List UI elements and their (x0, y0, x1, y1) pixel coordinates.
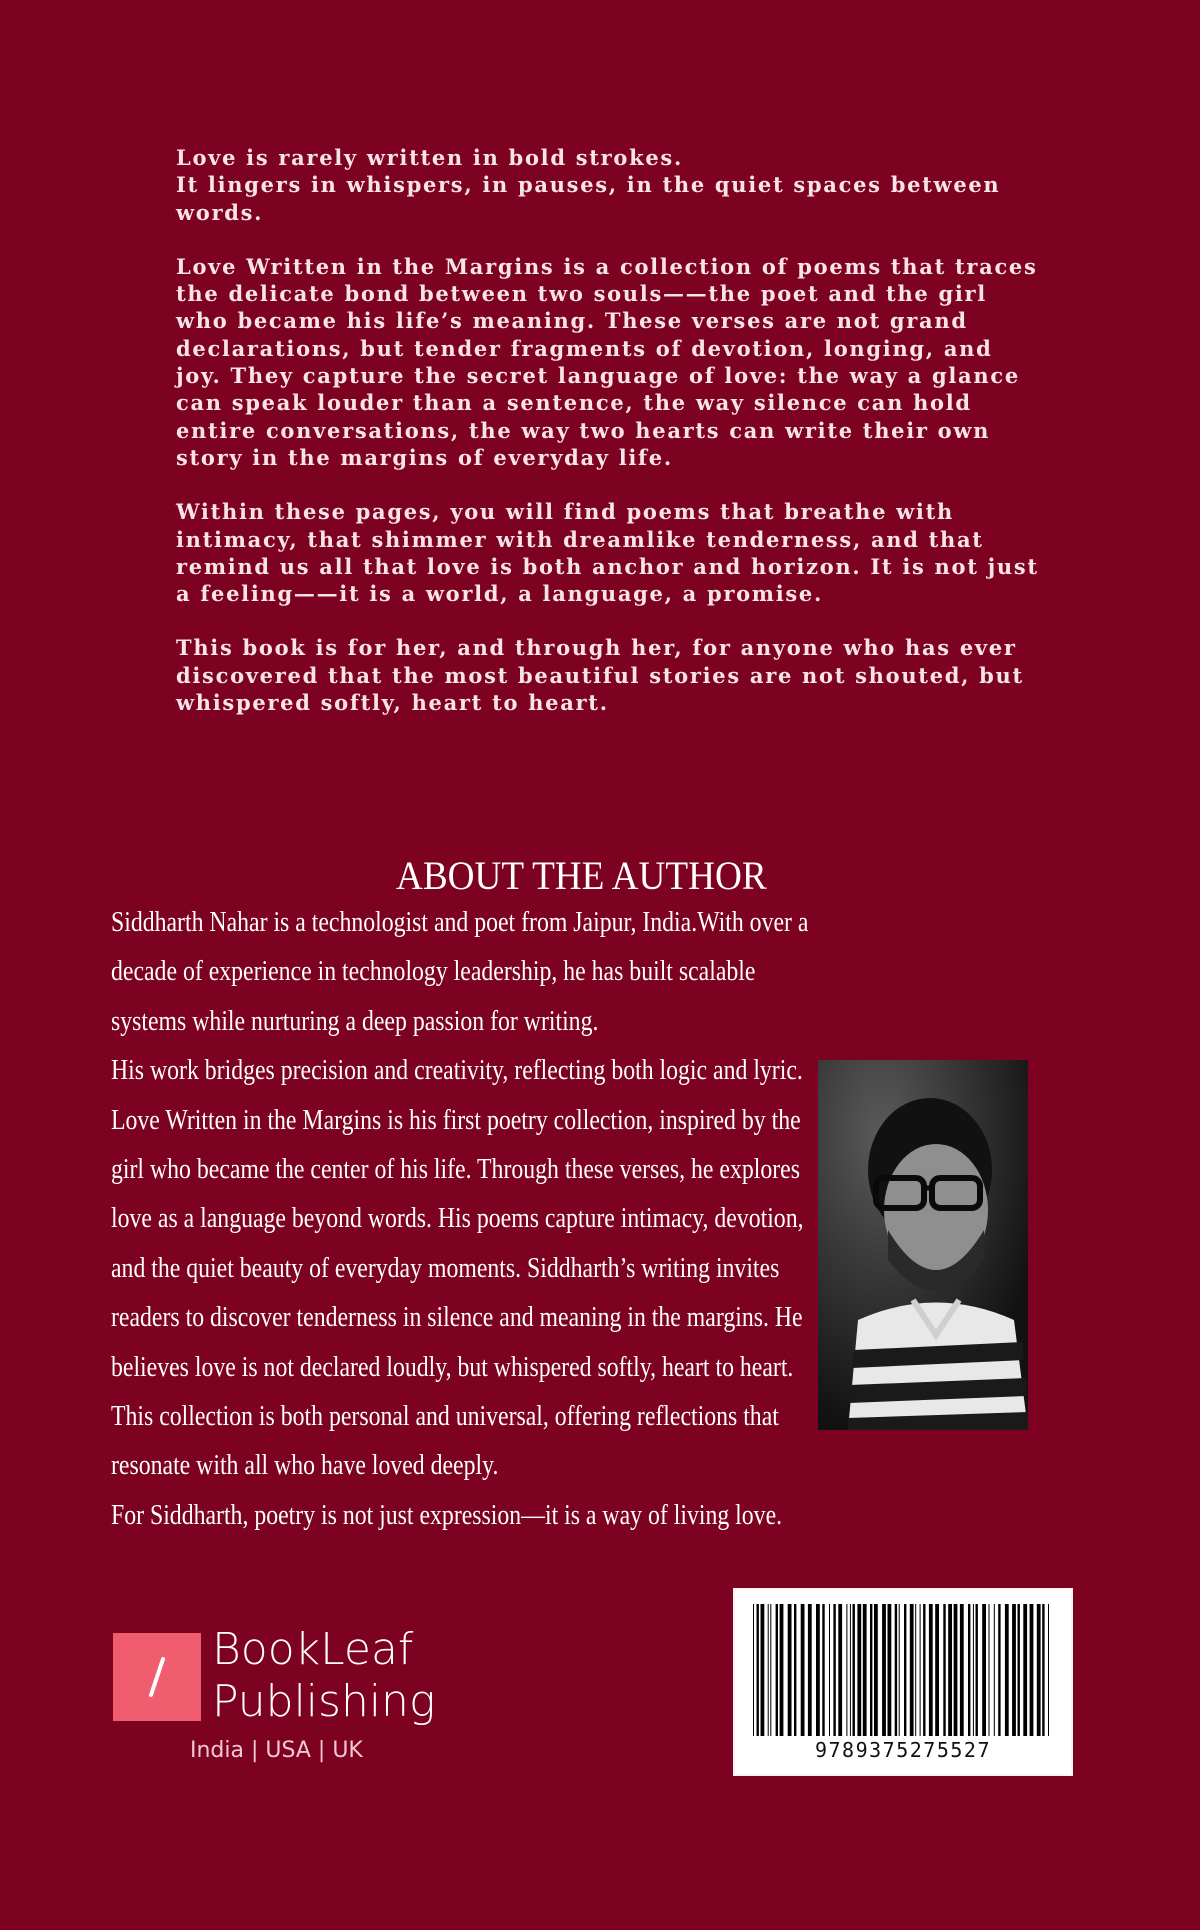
publisher-name (212, 1624, 435, 1728)
back-cover-blurb (176, 144, 1046, 743)
author-photo (818, 1060, 1028, 1430)
barcode-bar (998, 1604, 1000, 1736)
barcode-bar (973, 1604, 974, 1736)
isbn-number: 9789375275527 (814, 1738, 992, 1762)
barcode-bar (1005, 1604, 1009, 1736)
barcode-bar (882, 1604, 886, 1736)
barcode-bar (1042, 1604, 1044, 1736)
barcode-bar (943, 1604, 945, 1736)
blurb-paragraph-2: Love Written in the Margins is a collection of poems that traces the delicate bond between two souls——the poet and the girl who became his life’s meaning. These verses are not grand declarations, but tender fragments of devotion, longing, and joy. They capture the secret language of love: the way a glance can speak louder than a sentence, the way silence can hold entire conversations, the way two hearts can write their own story in the margins of everyday life. (176, 253, 1038, 470)
barcode-bar (853, 1604, 855, 1736)
barcode-bars (751, 1604, 1055, 1736)
barcode-bar (846, 1604, 847, 1736)
barcode-bar (757, 1604, 759, 1736)
barcode-bar (989, 1604, 990, 1736)
barcode-bar (808, 1604, 812, 1736)
barcode-bar (838, 1604, 842, 1736)
isbn-barcode (735, 1590, 1071, 1774)
barcode-bar (857, 1604, 861, 1736)
barcode-bar (923, 1604, 925, 1736)
slash-icon (113, 1633, 201, 1721)
barcode-bar (888, 1604, 892, 1736)
barcode-bar (910, 1604, 914, 1736)
barcode-bar (768, 1604, 769, 1736)
barcode-bar (915, 1604, 916, 1736)
about-paragraph-3: This collection is both personal and universal, offering reflections that resonate with all who have loved deeply. (111, 1400, 779, 1482)
blurb-paragraph-1: Love is rarely written in bold strokes. It lingers in whispers, in pauses, in the quiet spaces between words. (176, 145, 1001, 225)
barcode-bar (780, 1604, 784, 1736)
about-paragraph-1: Siddharth Nahar is a technologist and poet from Jaipur, India.With over a decade of experience in technology leadership, he has built scalable systems while nurturing a deep passion for writing. (111, 906, 809, 1037)
barcode-bar (904, 1604, 906, 1736)
bookleaf-logo-mark (113, 1633, 201, 1721)
barcode-bar (920, 1604, 921, 1736)
barcode-bar (788, 1604, 792, 1736)
about-paragraph-2: His work bridges precision and creativity, reflecting both logic and lyric. Love Written in the Margins is his first poetry collection, inspired by the girl who became the center of his life. Through these verses, he explores love as a language beyond words. His poems capture intimacy, devotion, and the quiet beauty of everyday moments. Siddharth’s writing invites readers to discover tenderness in silence and meaning in the margins. He believes love is not declared loudly, but whispered softly, heart to heart. (111, 1054, 804, 1383)
barcode-bar (822, 1604, 824, 1736)
barcode-bar (968, 1604, 970, 1736)
barcode-bar (1048, 1604, 1049, 1736)
barcode-bar (850, 1604, 851, 1736)
barcode-bar (770, 1604, 771, 1736)
about-author-heading: ABOUT THE AUTHOR (396, 853, 767, 898)
barcode-bar (761, 1604, 765, 1736)
publisher-name-line-2: Publishing (212, 1676, 436, 1727)
author-portrait-illustration (818, 1060, 1028, 1430)
barcode-bar (982, 1604, 986, 1736)
barcode-bar (776, 1604, 778, 1736)
barcode-bar (816, 1604, 820, 1736)
barcode-bar (895, 1604, 897, 1736)
barcode-bar (1018, 1604, 1020, 1736)
barcode-bar (994, 1604, 995, 1736)
barcode-bar (1012, 1604, 1016, 1736)
barcode-bar (794, 1604, 796, 1736)
about-author-text (111, 898, 823, 1540)
barcode-bar (753, 1604, 754, 1736)
blurb-paragraph-4: This book is for her, and through her, for anyone who has ever discovered that the most beautiful stories are not shouted, but whispered softly, heart to heart. (176, 635, 1024, 716)
barcode-bar (801, 1604, 805, 1736)
barcode-bar (929, 1604, 933, 1736)
barcode-bar (976, 1604, 978, 1736)
barcode-bar (829, 1604, 830, 1736)
barcode-bar (870, 1604, 872, 1736)
barcode-bar (948, 1604, 952, 1736)
barcode-bar (863, 1604, 867, 1736)
barcode-bar (1023, 1604, 1027, 1736)
barcode-bar (954, 1604, 958, 1736)
barcode-bar (833, 1604, 835, 1736)
barcode-bar (874, 1604, 878, 1736)
publisher-name-line-1: BookLeaf (212, 1624, 414, 1675)
barcode-bar (1030, 1604, 1034, 1736)
about-paragraph-4: For Siddharth, poetry is not just expression—it is a way of living love. (111, 1498, 783, 1531)
barcode-bar (899, 1604, 900, 1736)
barcode-bar (935, 1604, 939, 1736)
barcode-bar (960, 1604, 964, 1736)
barcode-bar (1037, 1604, 1041, 1736)
publisher-regions: India | USA | UK (190, 1738, 363, 1763)
blurb-paragraph-3: Within these pages, you will find poems that breathe with intimacy, that shimmer with dreamlike tenderness, and that remind us all that love is both anchor and horizon. It is not just a feeling——it is a world, a language, a promise. (176, 499, 1039, 607)
